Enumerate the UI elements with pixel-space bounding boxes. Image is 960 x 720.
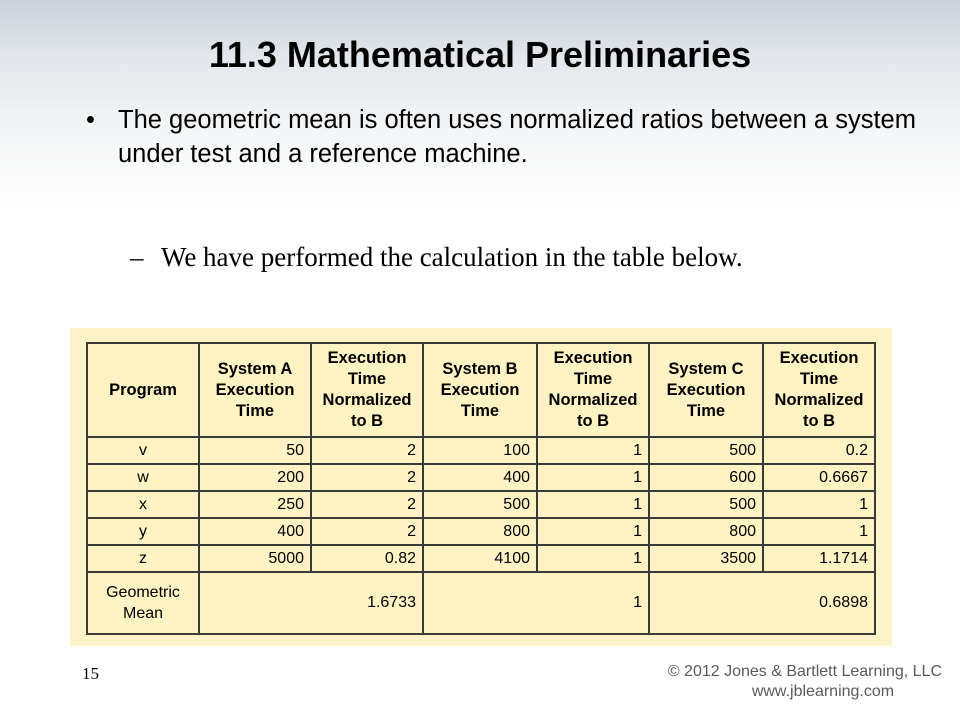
table-header-row <box>87 343 875 437</box>
sub-bullet <box>130 238 850 276</box>
cell-c-normalized: 0.6667 <box>763 464 875 491</box>
table-row <box>87 437 875 464</box>
cell-program: y <box>87 518 199 545</box>
sub-bullet-text: We have performed the calculation in the table below. <box>161 242 743 272</box>
cell-program: x <box>87 491 199 518</box>
main-bullet-text: The geometric mean is often uses normalized ratios between a system under test and a reference machine. <box>118 106 916 168</box>
cell-b-time: 4100 <box>423 545 537 572</box>
table-figure <box>70 328 892 646</box>
cell-a-time: 400 <box>199 518 311 545</box>
cell-c-time: 3500 <box>649 545 763 572</box>
slide-title: 11.3 Mathematical Preliminaries <box>208 34 752 75</box>
cell-a-time: 250 <box>199 491 311 518</box>
cell-b-normalized: 1 <box>537 464 649 491</box>
table-row <box>87 518 875 545</box>
table-row <box>87 491 875 518</box>
cell-b-time: 500 <box>423 491 537 518</box>
cell-program: w <box>87 464 199 491</box>
sub-bullet-marker: – <box>130 242 144 272</box>
cell-b-normalized: 1 <box>537 518 649 545</box>
table-row <box>87 464 875 491</box>
cell-a-time: 5000 <box>199 545 311 572</box>
geometric-mean-a: 1.6733 <box>199 572 423 634</box>
cell-c-time: 500 <box>649 437 763 464</box>
cell-c-time: 500 <box>649 491 763 518</box>
cell-b-normalized: 1 <box>537 491 649 518</box>
cell-c-normalized: 1.1714 <box>763 545 875 572</box>
main-bullet <box>86 103 926 171</box>
copyright-notice <box>668 662 942 702</box>
cell-b-time: 400 <box>423 464 537 491</box>
cell-a-normalized: 2 <box>311 518 423 545</box>
header-system-a-normalized: Execution Time Normalized to B <box>311 343 423 437</box>
copyright-line-1: © 2012 Jones & Bartlett Learning, LLC <box>667 663 942 680</box>
cell-b-time: 800 <box>423 518 537 545</box>
cell-a-time: 50 <box>199 437 311 464</box>
header-system-b-time: System B Execution Time <box>423 343 537 437</box>
header-system-c-time: System C Execution Time <box>649 343 763 437</box>
bullet-marker: • <box>86 106 95 134</box>
geometric-mean-c: 0.6898 <box>649 572 875 634</box>
geometric-mean-row <box>87 572 875 634</box>
header-system-b-normalized: Execution Time Normalized to B <box>537 343 649 437</box>
cell-b-time: 100 <box>423 437 537 464</box>
cell-a-time: 200 <box>199 464 311 491</box>
cell-program: z <box>87 545 199 572</box>
header-program: Program <box>87 343 199 437</box>
cell-b-normalized: 1 <box>537 545 649 572</box>
cell-c-normalized: 1 <box>763 518 875 545</box>
cell-program: v <box>87 437 199 464</box>
geometric-mean-table <box>86 342 876 635</box>
cell-a-normalized: 2 <box>311 437 423 464</box>
cell-b-normalized: 1 <box>537 437 649 464</box>
header-system-c-normalized: Execution Time Normalized to B <box>763 343 875 437</box>
cell-c-time: 800 <box>649 518 763 545</box>
cell-c-time: 600 <box>649 464 763 491</box>
cell-a-normalized: 2 <box>311 464 423 491</box>
cell-a-normalized: 0.82 <box>311 545 423 572</box>
geometric-mean-label: Geometric Mean <box>87 572 199 634</box>
page-number: 15 <box>82 664 99 683</box>
table-row <box>87 545 875 572</box>
copyright-line-2: www.jblearning.com <box>751 683 895 700</box>
cell-a-normalized: 2 <box>311 491 423 518</box>
cell-c-normalized: 0.2 <box>763 437 875 464</box>
geometric-mean-b: 1 <box>423 572 649 634</box>
header-system-a-time: System A Execution Time <box>199 343 311 437</box>
cell-c-normalized: 1 <box>763 491 875 518</box>
